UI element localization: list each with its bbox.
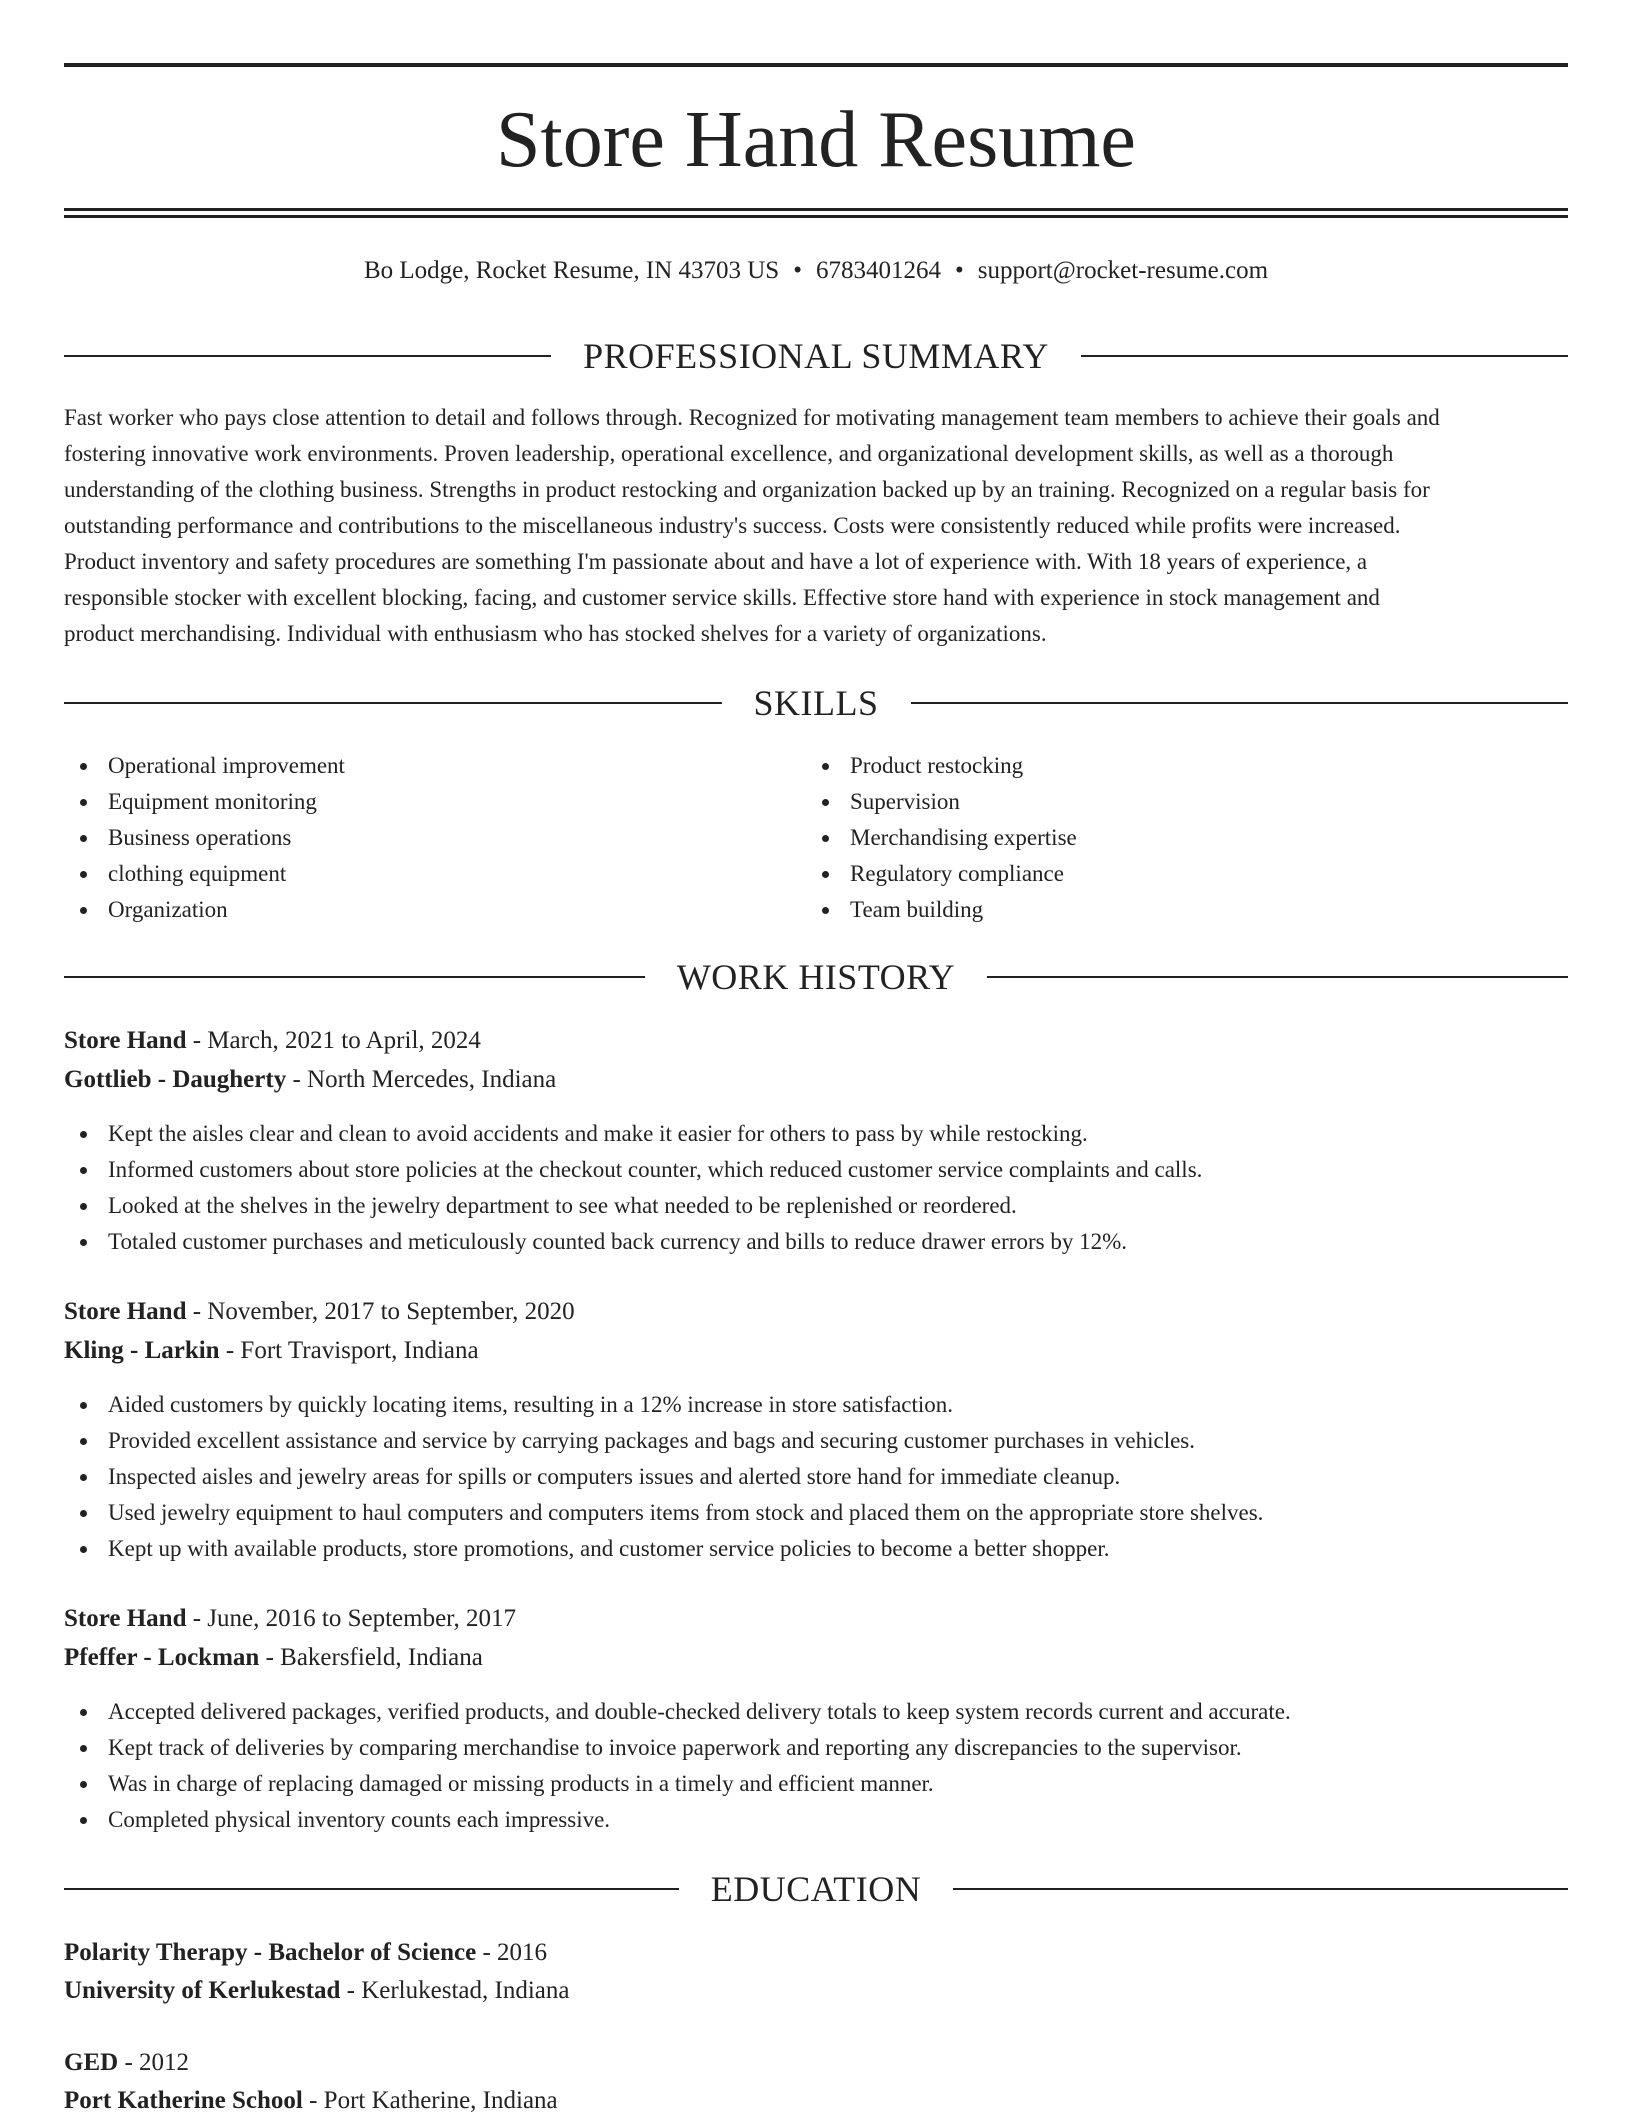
summary-line: Fast worker who pays close attention to detail and follows through. Recognized for motivating management team members to achieve their goals and xyxy=(64,405,1440,430)
education-location: - Port Katherine, Indiana xyxy=(302,2087,558,2114)
summary-line: Product inventory and safety procedures are something I'm passionate about and have a lot of experience with. With 18 years of experience, a xyxy=(64,549,1368,574)
job-title-line xyxy=(64,1294,575,1330)
section-heading-work xyxy=(64,955,1568,999)
skill-item: Regulatory compliance xyxy=(806,856,1506,892)
divider-line xyxy=(64,1888,679,1890)
divider-line xyxy=(1081,355,1568,357)
job-bullet: Accepted delivered packages, verified products, and double-checked delivery totals to keep system records current and accurate. xyxy=(64,1694,1568,1730)
section-heading-skills xyxy=(64,681,1568,725)
summary-line: product merchandising. Individual with enthusiasm who has stocked shelves for a variety of organizations. xyxy=(64,621,1047,646)
divider-line xyxy=(64,976,645,978)
contact-email: support@rocket-resume.com xyxy=(977,257,1269,284)
contact-phone: 6783401264 xyxy=(815,257,941,284)
section-title: EDUCATION xyxy=(710,1869,922,1909)
section-heading-education xyxy=(64,1867,1568,1911)
job-bullet: Kept up with available products, store promotions, and customer service policies to become a better shopper. xyxy=(64,1531,1568,1567)
skill-item: Merchandising expertise xyxy=(806,820,1506,856)
job-dates: - November, 2017 to September, 2020 xyxy=(186,1298,575,1325)
skill-item: Supervision xyxy=(806,784,1506,820)
contact-address: Bo Lodge, Rocket Resume, IN 43703 US xyxy=(363,257,780,284)
job-bullet: Aided customers by quickly locating items, resulting in a 12% increase in store satisfaction. xyxy=(64,1387,1568,1423)
skill-item: Product restocking xyxy=(806,748,1506,784)
page-title: Store Hand Resume xyxy=(496,96,1136,184)
education-school-line xyxy=(64,1973,569,2009)
job-company-line xyxy=(64,1333,479,1369)
divider-line xyxy=(64,702,722,704)
skill-item: Business operations xyxy=(64,820,764,856)
job-title-line xyxy=(64,1023,481,1059)
education-degree: GED xyxy=(64,2049,119,2076)
top-rule xyxy=(64,63,1568,67)
job-bullet: Provided excellent assistance and service by carrying packages and bags and securing customer purchases in vehicles. xyxy=(64,1423,1568,1459)
job-bullet: Inspected aisles and jewelry areas for spills or computers issues and alerted store hand for immediate cleanup. xyxy=(64,1459,1568,1495)
job-bullets xyxy=(64,1694,1568,1838)
divider-line xyxy=(953,1888,1568,1890)
skill-item: Team building xyxy=(806,892,1506,928)
job-company-line xyxy=(64,1062,556,1098)
job-location: - North Mercedes, Indiana xyxy=(286,1066,557,1093)
summary-line: fostering innovative work environments. Proven leadership, operational excellence, and organizational development skills, as well as a thorough xyxy=(64,441,1394,466)
job-bullet: Kept track of deliveries by comparing merchandise to invoice paperwork and reporting any discrepancies to the supervisor. xyxy=(64,1730,1568,1766)
section-title: WORK HISTORY xyxy=(676,957,956,997)
section-title: SKILLS xyxy=(753,683,879,723)
education-degree-line xyxy=(64,2045,189,2081)
summary-paragraph xyxy=(64,400,1568,652)
education-year: - 2012 xyxy=(118,2049,190,2076)
divider-line xyxy=(911,702,1569,704)
job-location: - Fort Travisport, Indiana xyxy=(219,1337,479,1364)
title-rule-lower xyxy=(64,215,1568,218)
summary-line: outstanding performance and contributions to the miscellaneous industry's success. Costs were consistently reduced while profits were increased. xyxy=(64,513,1401,538)
job-dates: - June, 2016 to September, 2017 xyxy=(186,1605,516,1632)
skills-list-right xyxy=(806,748,1506,928)
job-title: Store Hand xyxy=(64,1605,187,1632)
divider-line xyxy=(987,976,1568,978)
job-title: Store Hand xyxy=(64,1298,187,1325)
education-location: - Kerlukestad, Indiana xyxy=(340,1977,570,2004)
job-bullet: Totaled customer purchases and meticulously counted back currency and bills to reduce drawer errors by 12%. xyxy=(64,1224,1568,1260)
job-bullets xyxy=(64,1387,1568,1567)
contact-separator: • xyxy=(954,257,964,284)
job-bullets xyxy=(64,1116,1568,1260)
job-bullet: Looked at the shelves in the jewelry department to see what needed to be replenished or reordered. xyxy=(64,1188,1568,1224)
job-bullet: Kept the aisles clear and clean to avoid accidents and make it easier for others to pass by while restocking. xyxy=(64,1116,1568,1152)
education-degree-line xyxy=(64,1935,547,1971)
education-year: - 2016 xyxy=(476,1939,548,1966)
job-company-line xyxy=(64,1640,483,1676)
education-degree: Polarity Therapy - Bachelor of Science xyxy=(64,1939,477,1966)
job-title-line xyxy=(64,1601,516,1637)
summary-line: understanding of the clothing business. Strengths in product restocking and organization backed up by an training. Recognized on a regular basis for xyxy=(64,477,1430,502)
job-company: Pfeffer - Lockman xyxy=(64,1644,260,1671)
job-bullet: Completed physical inventory counts each impressive. xyxy=(64,1802,1568,1838)
skill-item: clothing equipment xyxy=(64,856,764,892)
job-company: Gottlieb - Daugherty xyxy=(64,1066,287,1093)
job-title: Store Hand xyxy=(64,1027,187,1054)
job-dates: - March, 2021 to April, 2024 xyxy=(186,1027,481,1054)
contact-line xyxy=(64,254,1568,288)
skill-item: Operational improvement xyxy=(64,748,764,784)
job-bullet: Informed customers about store policies at the checkout counter, which reduced customer service complaints and calls. xyxy=(64,1152,1568,1188)
education-school: University of Kerlukestad xyxy=(64,1977,341,2004)
skill-item: Equipment monitoring xyxy=(64,784,764,820)
education-school: Port Katherine School xyxy=(64,2087,303,2114)
title-rule-upper xyxy=(64,208,1568,211)
job-bullet: Used jewelry equipment to haul computers and computers items from stock and placed them on the appropriate store shelves. xyxy=(64,1495,1568,1531)
skills-list-left xyxy=(64,748,764,928)
job-company: Kling - Larkin xyxy=(64,1337,220,1364)
contact-separator: • xyxy=(793,257,802,284)
job-location: - Bakersfield, Indiana xyxy=(259,1644,483,1671)
summary-line: responsible stocker with excellent blocking, facing, and customer service skills. Effective store hand with experience in stock management and xyxy=(64,585,1380,610)
section-heading-summary xyxy=(64,334,1568,378)
section-title: PROFESSIONAL SUMMARY xyxy=(583,336,1049,376)
job-bullet: Was in charge of replacing damaged or missing products in a timely and efficient manner. xyxy=(64,1766,1568,1802)
skill-item: Organization xyxy=(64,892,764,928)
education-school-line xyxy=(64,2083,558,2119)
divider-line xyxy=(64,355,551,357)
